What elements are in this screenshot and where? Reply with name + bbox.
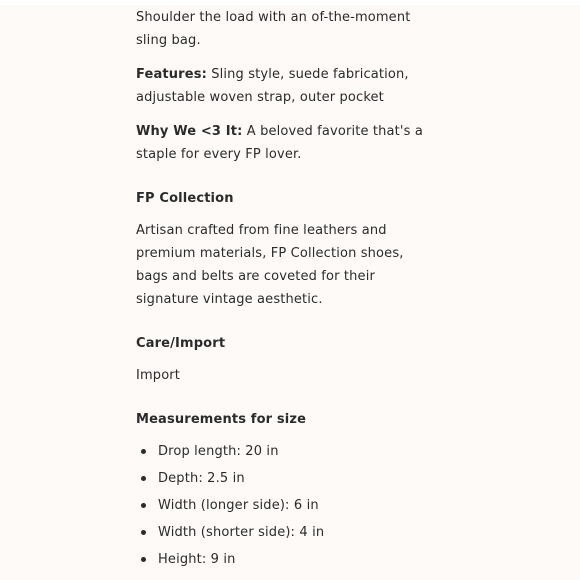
- measurements-heading: Measurements for size: [136, 412, 307, 427]
- features-text: Sling style, suede fabrication, adjustable woven strap, outer pocket: [136, 67, 409, 105]
- why-label: Why We <3 It:: [136, 124, 243, 139]
- bullet-icon: [141, 449, 146, 454]
- intro-text: Shoulder the load with an of-the-moment sling bag.: [136, 10, 411, 48]
- list-item: [136, 548, 426, 571]
- why-paragraph: [136, 120, 426, 166]
- list-item: [136, 521, 426, 544]
- care-heading: Care/Import: [136, 336, 226, 351]
- list-item: [136, 494, 426, 517]
- collection-heading: FP Collection: [136, 191, 234, 206]
- measurement-text: Width (longer side): 6 in: [158, 498, 319, 513]
- measurements-list: [136, 440, 426, 571]
- bullet-icon: [141, 530, 146, 535]
- features-paragraph: [136, 63, 426, 109]
- measurement-text: Height: 9 in: [158, 552, 236, 567]
- care-text: Import: [136, 368, 181, 383]
- measurement-text: Drop length: 20 in: [158, 444, 279, 459]
- list-item: [136, 440, 426, 463]
- measurement-text: Width (shorter side): 4 in: [158, 525, 325, 540]
- features-label: Features:: [136, 67, 207, 82]
- bullet-icon: [141, 503, 146, 508]
- why-text: A beloved favorite that's a staple for every FP lover.: [136, 124, 423, 162]
- collection-text: Artisan crafted from fine leathers and premium materials, FP Collection shoes, bags and belts are coveted for their signature vintage aesthetic.: [136, 223, 404, 307]
- list-item: [136, 467, 426, 490]
- product-description: [136, 6, 426, 575]
- bullet-icon: [141, 557, 146, 562]
- measurement-text: Depth: 2.5 in: [158, 471, 245, 486]
- bullet-icon: [141, 476, 146, 481]
- top-bar: [0, 0, 580, 5]
